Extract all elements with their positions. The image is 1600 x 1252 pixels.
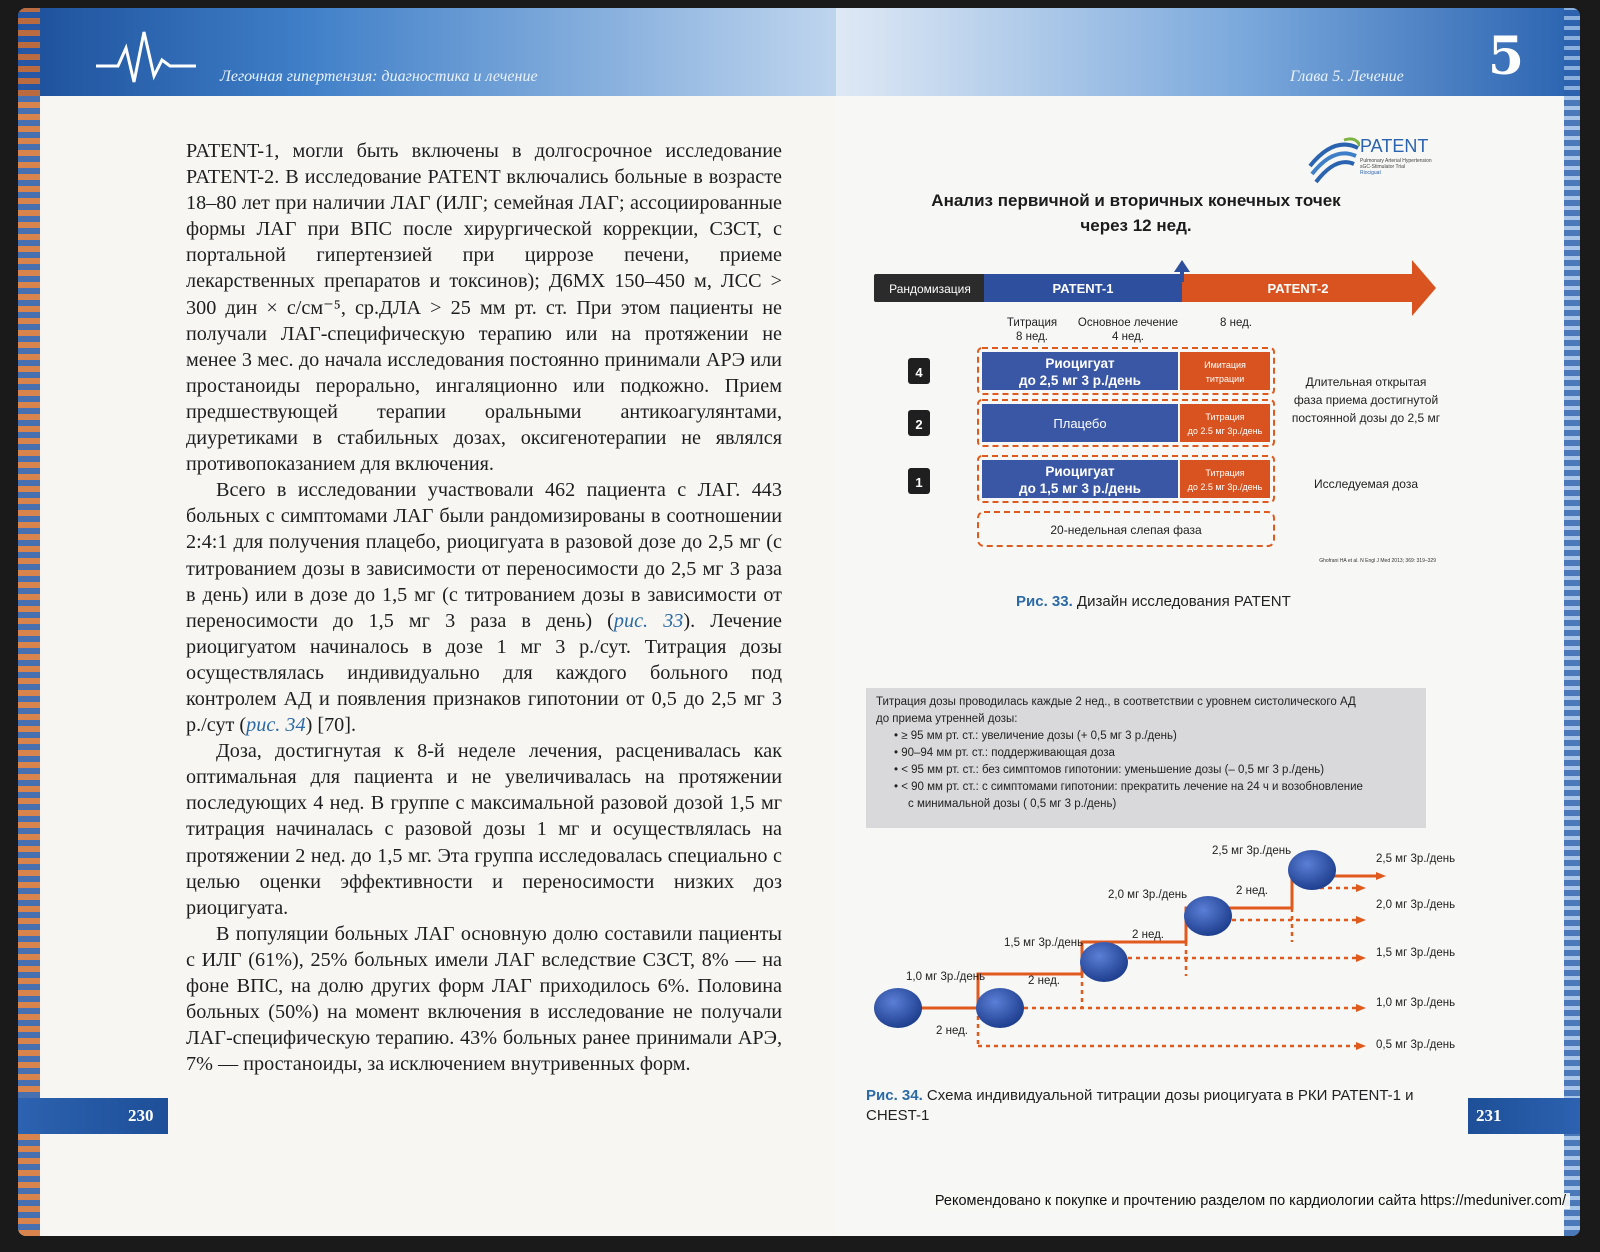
fig33-reference-link[interactable]: рис. 33 <box>613 609 684 632</box>
paragraph-2: Всего в исследовании участвовали 462 пациента с ЛАГ. 443 больных с симптомами ЛАГ были рандомизированы в соотношении 2:4:1 для получения плацебо, риоцигуата в разовой дозе до 2,5 мг (с титрованием дозы в зависимости от переносимости до 2,5 мг 3 раза в день) или в дозе до 1,5 мг (с титрованием дозы в зависимости от переносимости до 1,5 мг 3 раза в день) (рис. 33). Лечение риоцигуатом начиналось в дозе 1 мг 3 р./сут. Титрация дозы осуществлялась индивидуально для каждого больного под контролем АД и появления признаков гипотонии от 0,5 до 2,5 мг 3 р./сут (рис. 34) [70]. <box>186 479 782 737</box>
svg-text:до 2.5 мг 3р./день: до 2.5 мг 3р./день <box>1187 426 1263 436</box>
right-page <box>836 8 1580 1236</box>
paragraph-1: PATENT-1, могли быть включены в долгосрочное исследование PATENT-2. В исследование PATENT включались больные в возрасте 18–80 лет при наличии ЛАГ (ИЛГ; семейная ЛАГ; ассоциированные формы ЛАГ при ВПС после хирургической коррекции, СЗСТ, с портальной гипертензией при циррозе печени, приеме лекарственных препаратов и токсинов); Д6МХ 150–450 м, ЛСС > 300 дин × с/см⁻⁵, ср.ДЛА > 25 мм рт. ст. При этом пациенты не получали ЛАГ-специфическую терапию или на протяжении не менее 3 мес. до начала исследования постоянно принимали АРЭ или простаноиды перорально, ингаляционно или подкожно. Прием предшествующей терапии оральными антикоагулянтами, диуретиками в стабильных дозах, оксигенотерапии не являлся противопоказанием для включения. <box>186 140 782 476</box>
svg-text:Исследуемая доза: Исследуемая доза <box>1313 477 1419 491</box>
left-page <box>18 8 836 1236</box>
svg-text:фаза приема достигнутой: фаза приема достигнутой <box>1293 393 1439 407</box>
chapter-number: 5 <box>1487 26 1524 87</box>
svg-text:20-недельная слепая фаза: 20-недельная слепая фаза <box>1050 523 1202 537</box>
fig33-diagram <box>866 258 1446 578</box>
footer-recommendation: Рекомендовано к покупке и прочтению разделом по кардиологии сайта https://meduniver.com/ <box>931 1193 1570 1209</box>
end-dose-label: 2,5 мг 3р./день <box>1376 853 1456 865</box>
fig34-caption: Рис. 34. Схема индивидуальной титрации дозы риоцигуата в РКИ PATENT-1 и CHEST-1 <box>866 1087 1414 1124</box>
patent-logo-mark-icon <box>1304 136 1360 186</box>
svg-text:Основное лечение: Основное лечение <box>1077 317 1179 329</box>
fig33-caption: Рис. 33. Дизайн исследования PATENT <box>1016 593 1291 610</box>
interval-label: 2 нед. <box>1236 885 1268 897</box>
svg-text:Длительная открытая: Длительная открытая <box>1305 375 1427 389</box>
info-item: • < 95 мм рт. ст.: без симптомов гипотонии: уменьшение дозы (– 0,5 мг 3 р./день) <box>894 764 1325 776</box>
fig33-title: Анализ первичной и вторичных конечных точек через 12 нед. <box>931 191 1341 235</box>
info-item: • < 90 мм рт. ст.: с симптомами гипотонии: прекратить лечение на 24 ч и возобновление <box>894 781 1363 793</box>
patent-logo-text: PATENT <box>1360 136 1429 156</box>
svg-text:постоянной дозы до 2,5 мг: постоянной дозы до 2,5 мг <box>1291 411 1441 425</box>
step-label: 1,5 мг 3р./день <box>1004 937 1084 949</box>
dose-node-5 <box>1288 850 1336 890</box>
svg-text:до 2,5 мг 3 р./день: до 2,5 мг 3 р./день <box>1019 373 1141 388</box>
heartbeat-icon <box>96 26 196 86</box>
svg-text:Титрация: Титрация <box>1205 412 1245 422</box>
left-page-number: 230 <box>128 1106 154 1125</box>
dose-node-1 <box>874 988 922 1028</box>
endpoint-arrow-icon <box>1174 260 1190 272</box>
svg-text:Имитация: Имитация <box>1204 360 1246 370</box>
info-item: с минимальной дозы ( 0,5 мг 3 р./день) <box>908 798 1117 810</box>
paragraph-4: В популяции больных ЛАГ основную долю составили пациенты с ИЛГ (61%), 25% больных имели ЛАГ вследствие СЗСТ, 8% — на фоне ВПС, на долю других форм ЛАГ приходилось 6%. Половина больных (50%) на момент включения в исследование не получали ЛАГ-специфическую терапию. 43% больных ранее принимали АРЭ, 7% — простаноиды, за исключением внутривенных форм. <box>186 922 782 1076</box>
svg-text:8 нед.: 8 нед. <box>1016 331 1048 343</box>
info-item: • 90–94 мм рт. ст.: поддерживающая доза <box>894 747 1115 759</box>
svg-text:1: 1 <box>915 475 923 490</box>
end-dose-label: 1,0 мг 3р./день <box>1376 997 1456 1009</box>
left-running-head: Легочная гипертензия: диагностика и лечение <box>220 68 538 85</box>
fig34-reference-link[interactable]: рис. 34 <box>246 714 306 737</box>
right-page-number: 231 <box>1476 1106 1502 1125</box>
svg-text:до 2.5 мг 3р./день: до 2.5 мг 3р./день <box>1187 482 1263 492</box>
svg-text:Титрация: Титрация <box>1006 317 1058 329</box>
step-label: 1,0 мг 3р./день <box>906 971 986 983</box>
right-running-head: Глава 5. Лечение <box>1290 68 1404 85</box>
patent-logo-sub2: sGC-Stimulator Trial <box>1360 164 1406 170</box>
step-label: 2,5 мг 3р./день <box>1212 845 1292 857</box>
svg-text:4: 4 <box>915 365 923 380</box>
svg-text:Риоцигуат: Риоцигуат <box>1045 464 1115 479</box>
end-dose-label: 0,5 мг 3р./день <box>1376 1039 1456 1051</box>
dose-node-2 <box>976 988 1024 1028</box>
paragraph-3: Доза, достигнутая к 8-й неделе лечения, расценивалась как оптимальная для пациента и не увеличивалась на протяжении последующих 4 нед. В группе с максимальной разовой дозой 1,5 мг титрация начиналась с разовой дозы 1 мг и осуществлялась на протяжении 2 нед. до 1,5 мг. Эта группа исследовалась специально с целью оценки эффективности и переносимости низких доз риоцигуата. <box>186 740 782 919</box>
end-dose-label: 2,0 мг 3р./день <box>1376 899 1456 911</box>
svg-text:Риоцигуат: Риоцигуат <box>1045 356 1115 371</box>
svg-text:Плацебо: Плацебо <box>1053 416 1107 431</box>
step-label: 2,0 мг 3р./день <box>1108 889 1188 901</box>
svg-text:Титрация: Титрация <box>1205 468 1245 478</box>
left-body-text <box>186 138 782 1077</box>
patent1-label: PATENT-1 <box>1052 281 1114 296</box>
patent-logo-sub3: Riociguat <box>1360 170 1381 176</box>
randomization-label: Рандомизация <box>889 282 971 296</box>
patent-logo <box>1304 136 1454 186</box>
svg-text:8 нед.: 8 нед. <box>1220 317 1252 329</box>
svg-text:2: 2 <box>915 417 923 432</box>
interval-label: 2 нед. <box>1132 929 1164 941</box>
right-page-edge <box>1564 8 1580 1236</box>
interval-label: 2 нед. <box>1028 975 1060 987</box>
fig33-reference: Ghofrani HA et al. N Engl J Med 2013; 369: 319–329 <box>1319 558 1436 564</box>
info-line-1: Титрация дозы проводилась каждые 2 нед., в соответствии с уровнем систолического АД <box>876 696 1356 708</box>
dose-node-4 <box>1184 896 1232 936</box>
dose-node-3 <box>1080 942 1128 982</box>
titration-info-box <box>866 688 1426 828</box>
patent-logo-sub1: Pulmonary Arterial Hypertension <box>1360 158 1432 164</box>
svg-text:титрации: титрации <box>1205 374 1245 384</box>
patent2-label: PATENT-2 <box>1267 281 1329 296</box>
info-item: • ≥ 95 мм рт. ст.: увеличение дозы (+ 0,5 мг 3 р./день) <box>894 730 1177 742</box>
left-page-edge <box>18 8 40 1236</box>
interval-label: 2 нед. <box>936 1025 968 1037</box>
info-line-2: до приема утренней дозы: <box>876 713 1018 725</box>
fig34-diagram <box>856 830 1456 1070</box>
svg-text:4 нед.: 4 нед. <box>1112 331 1144 343</box>
right-header-band <box>836 8 1580 96</box>
svg-text:до 1,5 мг 3 р./день: до 1,5 мг 3 р./день <box>1019 481 1141 496</box>
end-dose-label: 1,5 мг 3р./день <box>1376 947 1456 959</box>
